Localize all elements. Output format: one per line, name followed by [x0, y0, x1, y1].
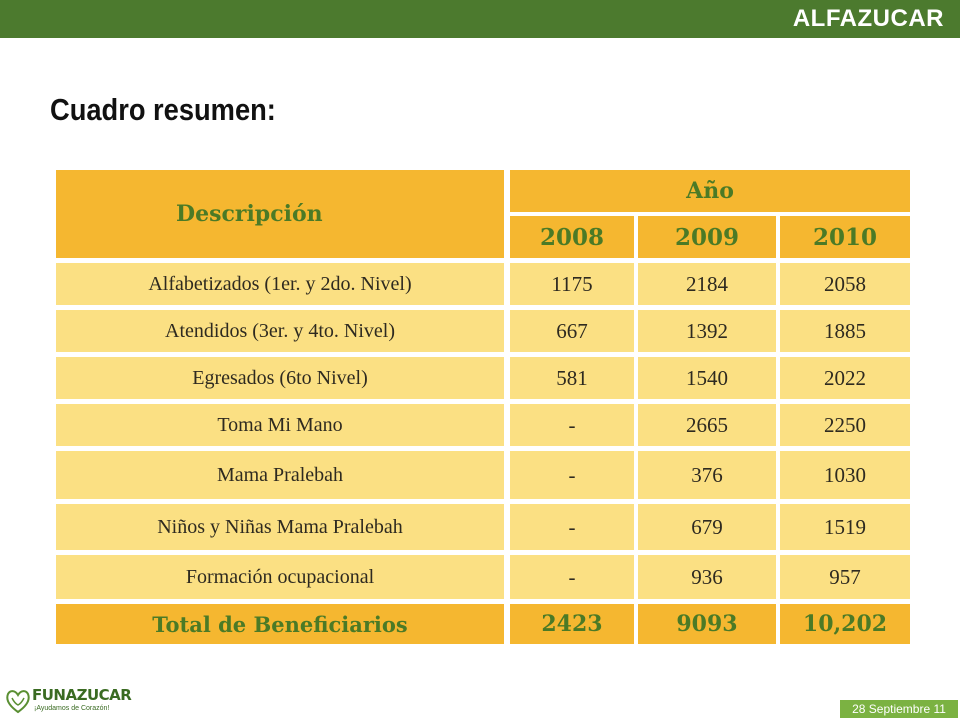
row-value: 2250 [780, 404, 910, 446]
year-header-2009: 2009 [638, 216, 776, 258]
row-value: 1175 [510, 263, 634, 305]
row-value: 2022 [780, 357, 910, 399]
row-value: 1540 [638, 357, 776, 399]
row-value: - [510, 504, 634, 550]
total-value: 10,202 [780, 604, 910, 644]
logo-tagline: ¡Ayudamos de Corazón! [34, 705, 110, 712]
row-value: 1392 [638, 310, 776, 352]
row-label: Formación ocupacional [56, 555, 504, 599]
heart-hands-icon [4, 686, 32, 716]
brand-label: ALFAZUCAR [792, 5, 944, 32]
row-value: - [510, 555, 634, 599]
logo-wordmark: FUNAZUCAR [32, 686, 132, 704]
row-value: 581 [510, 357, 634, 399]
row-value: 936 [638, 555, 776, 599]
row-value: - [510, 451, 634, 499]
row-value: 1519 [780, 504, 910, 550]
row-label: Atendidos (3er. y 4to. Nivel) [56, 310, 504, 352]
top-banner [0, 0, 960, 38]
row-label: Egresados (6to Nivel) [56, 357, 504, 399]
row-value: 679 [638, 504, 776, 550]
description-header: Descripción [56, 170, 504, 258]
row-value: 2665 [638, 404, 776, 446]
total-value: 9093 [638, 604, 776, 644]
total-label: Total de Beneficiarios [56, 604, 504, 644]
row-label: Toma Mi Mano [56, 404, 504, 446]
page-title: Cuadro resumen: [50, 92, 276, 127]
row-value: 1030 [780, 451, 910, 499]
row-label: Niños y Niñas Mama Pralebah [56, 504, 504, 550]
row-value: 2184 [638, 263, 776, 305]
summary-table [56, 170, 910, 644]
row-value: 667 [510, 310, 634, 352]
row-label: Mama Pralebah [56, 451, 504, 499]
row-value: 376 [638, 451, 776, 499]
date-badge: 28 Septiembre 11 [840, 700, 958, 718]
year-group-header: Año [510, 170, 910, 212]
row-value: 2058 [780, 263, 910, 305]
year-header-2010: 2010 [780, 216, 910, 258]
year-header-2008: 2008 [510, 216, 634, 258]
row-value: 1885 [780, 310, 910, 352]
funazucar-logo [4, 686, 132, 718]
row-value: - [510, 404, 634, 446]
total-value: 2423 [510, 604, 634, 644]
row-value: 957 [780, 555, 910, 599]
row-label: Alfabetizados (1er. y 2do. Nivel) [56, 263, 504, 305]
